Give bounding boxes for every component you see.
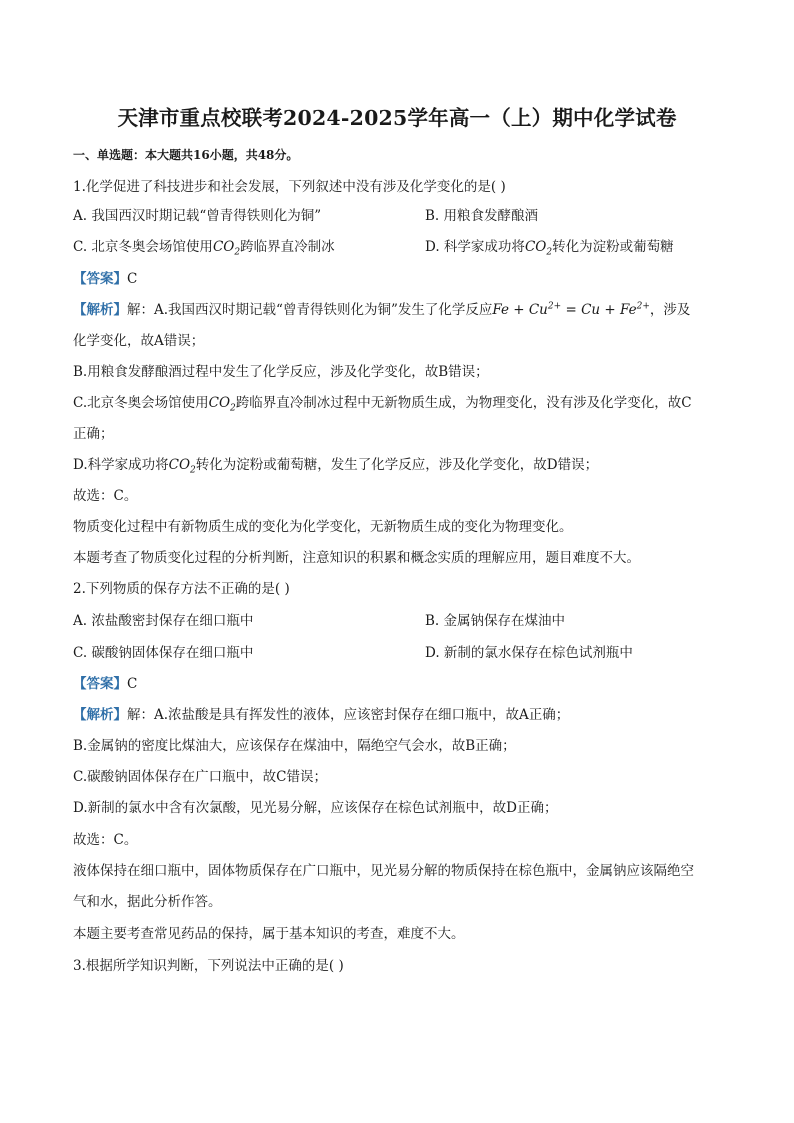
q1-option-b: B. 用粮食发酵酿酒 <box>425 208 539 224</box>
analysis-tag: 【解析】 <box>73 302 127 318</box>
q2-note-1: 液体保持在细口瓶中，固体物质保存在广口瓶中，见光易分解的物质保持在棕色瓶中，金属钠应该隔绝空 <box>73 863 694 879</box>
q2-option-b: B. 金属钠保存在煤油中 <box>425 613 566 629</box>
q1-equation: $Fe + Cu^{2+} = Cu + Fe^{2+}$ <box>492 301 650 318</box>
q1-answer-value: C <box>127 271 138 287</box>
q1-answer <box>73 269 137 289</box>
q2-note-2: 本题主要考查常见药品的保持，属于基本知识的考查，难度不大。 <box>73 926 465 942</box>
q1-option-a: A. 我国西汉时期记载“曾青得铁则化为铜” <box>73 208 322 224</box>
q1-options-ab <box>73 206 539 226</box>
exam-title: 天津市重点校联考2024-2025学年高一（上）期中化学试卷 <box>117 106 677 130</box>
q2-choose: 故选：C。 <box>73 832 138 848</box>
q2-options-ab <box>73 611 566 631</box>
q2-answer-value: C <box>127 676 138 692</box>
answer-tag: 【答案】 <box>73 271 127 287</box>
q1-analysis-line-6: D.科学家成功将$CO_2$转化为淀粉或葡萄糖，发生了化学反应，涉及化学变化，故D错误； <box>73 457 599 476</box>
q2-analysis-line-2: B.金属钠的密度比煤油大，应该保存在煤油中，隔绝空气会水，故B正确； <box>73 738 516 754</box>
q2-note-1-cont: 气和水，据此分析作答。 <box>73 894 222 910</box>
answer-tag: 【答案】 <box>73 676 127 692</box>
q2-answer <box>73 674 137 694</box>
q1-stem: 1.化学促进了科技进步和社会发展，下列叙述中没有涉及化学变化的是( ) <box>73 179 506 195</box>
q1-option-c: C. 北京冬奥会场馆使用$CO_2$跨临界直冷制冰 <box>73 239 335 258</box>
q1-choose: 故选：C。 <box>73 488 138 504</box>
q1-analysis-line-3: B.用粮食发酵酿酒过程中发生了化学反应，涉及化学变化，故B错误； <box>73 364 489 380</box>
analysis-tag: 【解析】 <box>73 707 127 723</box>
q2-option-a: A. 浓盐酸密封保存在细口瓶中 <box>73 613 254 629</box>
q2-option-d: D. 新制的氯水保存在棕色试剂瓶中 <box>425 645 633 661</box>
q2-stem: 2.下列物质的保存方法不正确的是( ) <box>73 581 290 597</box>
section-heading: 一、单选题：本大题共16小题，共48分。 <box>73 148 299 162</box>
q1-note-1: 物质变化过程中有新物质生成的变化为化学变化，无新物质生成的变化为物理变化。 <box>73 519 573 535</box>
q1-analysis-line-2: 化学变化，故A错误； <box>73 333 205 349</box>
q1-analysis-line-1: 【解析】解：A.我国西汉时期记载“曾青得铁则化为铜”发生了化学反应$Fe + Cu^{2+} = Cu + Fe^{2+}$，涉及 <box>73 301 691 318</box>
q1-analysis-line-4: C.北京冬奥会场馆使用$CO_2$跨临界直冷制冰过程中无新物质生成，为物理变化，没有涉及化学变化，故C <box>73 395 692 414</box>
q1-analysis-line-5: 正确； <box>73 426 114 442</box>
q1-options-cd <box>73 237 674 258</box>
q3-stem: 3.根据所学知识判断，下列说法中正确的是( ) <box>73 958 344 974</box>
q2-options-cd <box>73 643 633 663</box>
q1-option-d: D. 科学家成功将$CO_2$转化为淀粉或葡萄糖 <box>425 239 674 258</box>
q2-analysis-line-3: C.碳酸钠固体保存在广口瓶中，故C错误； <box>73 769 327 785</box>
q1-note-2: 本题考查了物质变化过程的分析判断，注意知识的积累和概念实质的理解应用，题目难度不大。 <box>73 550 640 566</box>
q2-analysis-line-4: D.新制的氯水中含有次氯酸，见光易分解，应该保存在棕色试剂瓶中，故D正确； <box>73 800 558 816</box>
q2-analysis-line-1: 【解析】解：A.浓盐酸是具有挥发性的液体，应该密封保存在细口瓶中，故A正确； <box>73 707 570 723</box>
q2-option-c: C. 碳酸钠固体保存在细口瓶中 <box>73 645 254 661</box>
